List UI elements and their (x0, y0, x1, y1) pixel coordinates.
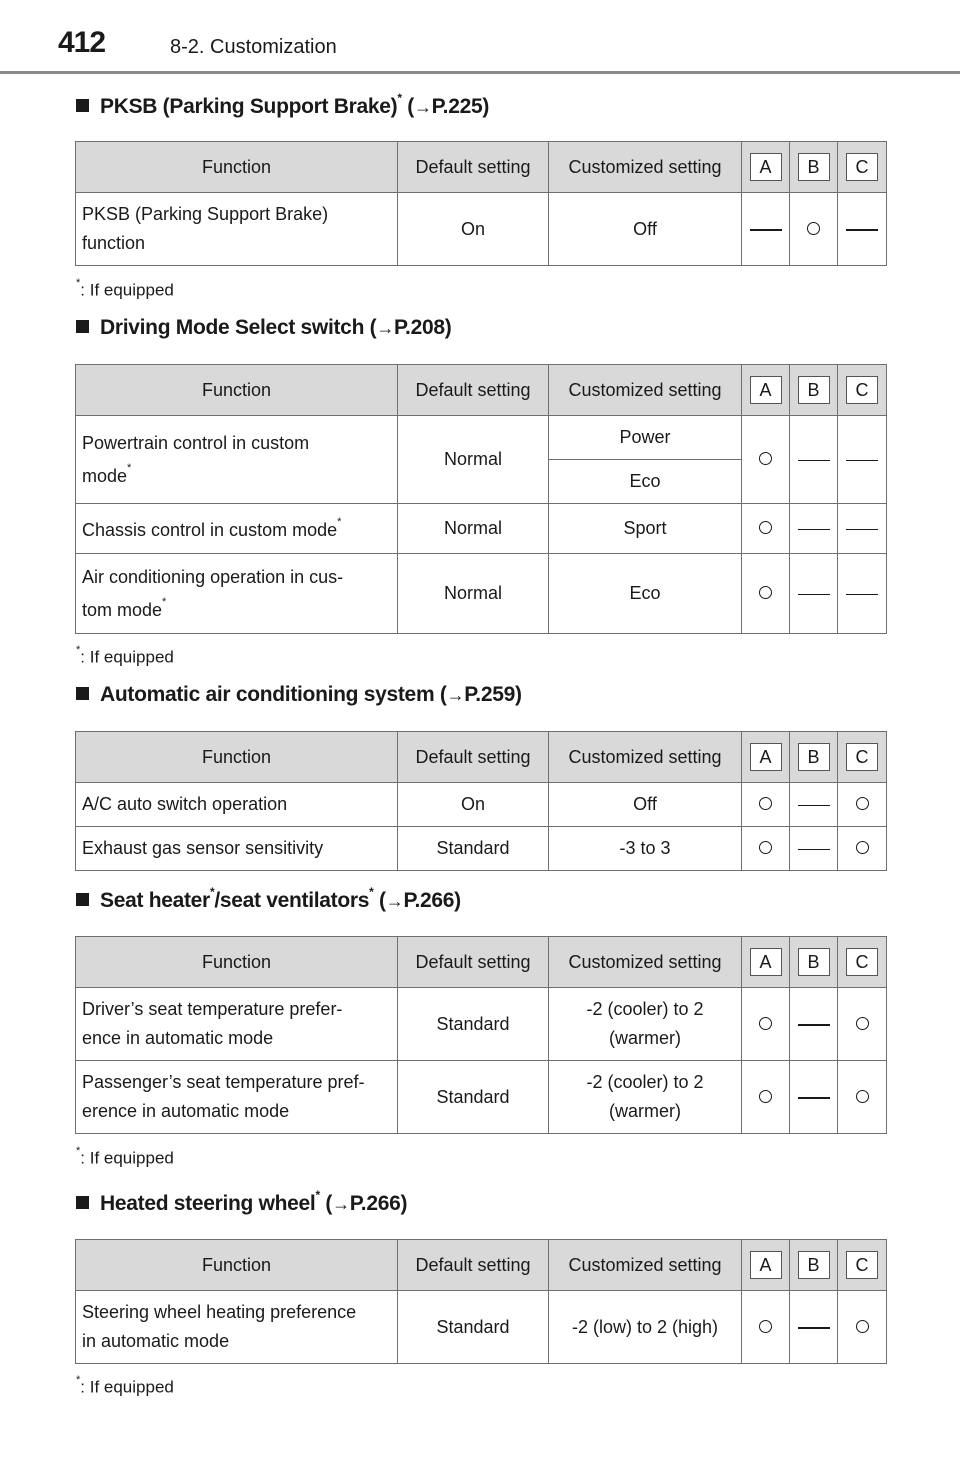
square-bullet-icon (76, 893, 89, 906)
mark-a-cell (742, 193, 790, 266)
circle-icon (759, 586, 772, 599)
arrow-right-icon: → (413, 97, 432, 117)
customized-cell: -2 (low) to 2 (high) (549, 1291, 742, 1364)
mark-c-cell (838, 827, 887, 871)
customized-option-power: Power (549, 416, 741, 460)
mark-c-cell (838, 1061, 887, 1134)
circle-icon (856, 841, 869, 854)
function-cell: PKSB (Parking Support Brake) function (76, 193, 398, 266)
col-function: Function (76, 142, 398, 193)
col-default: Default setting (398, 1240, 549, 1291)
dash-icon (798, 1024, 830, 1026)
dash-icon (798, 849, 830, 851)
mark-a-cell (742, 783, 790, 827)
function-cell: Driver’s seat temperature prefer- ence in automatic mode (76, 988, 398, 1061)
table-header-row (76, 365, 887, 416)
customized-cell: -2 (cooler) to 2 (warmer) (549, 1061, 742, 1134)
default-cell: Normal (398, 416, 549, 504)
table-header-row (76, 937, 887, 988)
col-function: Function (76, 365, 398, 416)
square-bullet-icon (76, 99, 89, 112)
letter-a-box: A (750, 376, 782, 404)
function-cell: Chassis control in custom mode* (76, 504, 398, 554)
letter-a-box: A (750, 743, 782, 771)
arrow-right-icon: → (332, 1194, 350, 1214)
section-title-seat-heater: Seat heater*/seat ventilators* (→P.266) (76, 888, 461, 913)
dash-icon (846, 594, 878, 596)
dash-icon (798, 529, 830, 531)
mark-a-cell (742, 416, 790, 504)
col-a (742, 732, 790, 783)
mark-b-cell (790, 827, 838, 871)
table-row (76, 504, 887, 554)
customized-option-eco: Eco (629, 471, 661, 491)
col-function: Function (76, 732, 398, 783)
mark-c-cell (838, 554, 887, 634)
customized-cell: -2 (cooler) to 2 (warmer) (549, 988, 742, 1061)
col-customized: Customized setting (549, 937, 742, 988)
col-default: Default setting (398, 732, 549, 783)
footnote: *: If equipped (76, 277, 174, 300)
dash-icon (750, 229, 782, 231)
table-pksb (75, 141, 887, 266)
square-bullet-icon (76, 1196, 89, 1209)
mark-a-cell (742, 1291, 790, 1364)
mark-b-cell (790, 554, 838, 634)
mark-c-cell (838, 193, 887, 266)
customized-cell: Off (549, 783, 742, 827)
col-customized: Customized setting (549, 365, 742, 416)
col-c (838, 1240, 887, 1291)
mark-c-cell (838, 783, 887, 827)
circle-icon (856, 797, 869, 810)
table-heated-steering (75, 1239, 887, 1364)
footnote: *: If equipped (76, 644, 174, 667)
table-row (76, 783, 887, 827)
letter-b-box: B (798, 376, 830, 404)
table-row (76, 827, 887, 871)
square-bullet-icon (76, 320, 89, 333)
customized-cell: -3 to 3 (549, 827, 742, 871)
col-b (790, 365, 838, 416)
footnote: *: If equipped (76, 1145, 174, 1168)
dash-icon (846, 529, 878, 531)
circle-icon (759, 1017, 772, 1030)
default-cell: Normal (398, 504, 549, 554)
letter-c-box: C (846, 743, 878, 771)
section-title-pksb: PKSB (Parking Support Brake)* (→P.225) (76, 94, 489, 119)
circle-icon (759, 797, 772, 810)
letter-b-box: B (798, 743, 830, 771)
letter-c-box: C (846, 1251, 878, 1279)
arrow-right-icon: → (385, 891, 404, 911)
mark-b-cell (790, 504, 838, 554)
letter-b-box: B (798, 153, 830, 181)
letter-a-box: A (750, 1251, 782, 1279)
section-title-auto-ac: Automatic air conditioning system (→P.259) (76, 683, 522, 707)
function-cell: Powertrain control in custom mode* (76, 416, 398, 504)
table-row (76, 554, 887, 634)
col-b (790, 937, 838, 988)
col-customized: Customized setting (549, 732, 742, 783)
col-customized: Customized setting (549, 142, 742, 193)
table-row (76, 193, 887, 266)
table-row (76, 1291, 887, 1364)
function-cell: Exhaust gas sensor sensitivity (76, 827, 398, 871)
col-a (742, 142, 790, 193)
table-header-row (76, 1240, 887, 1291)
table-header-row (76, 142, 887, 193)
circle-icon (856, 1320, 869, 1333)
section-title-driving-mode: Driving Mode Select switch (→P.208) (76, 316, 451, 340)
function-cell: Air conditioning operation in cus- tom mode* (76, 554, 398, 634)
mark-a-cell (742, 988, 790, 1061)
mark-b-cell (790, 1291, 838, 1364)
dash-icon (798, 594, 830, 596)
default-cell: Normal (398, 554, 549, 634)
col-c (838, 937, 887, 988)
mark-c-cell (838, 1291, 887, 1364)
circle-icon (759, 521, 772, 534)
customized-cell: Eco (549, 554, 742, 634)
customized-cell (549, 416, 742, 504)
dash-icon (798, 805, 830, 807)
table-header-row (76, 732, 887, 783)
arrow-right-icon: → (446, 685, 465, 705)
col-function: Function (76, 937, 398, 988)
customized-cell: Off (549, 193, 742, 266)
circle-icon (807, 222, 820, 235)
table-row (76, 1061, 887, 1134)
col-b (790, 732, 838, 783)
table-row (76, 988, 887, 1061)
dash-icon (798, 460, 830, 462)
dash-icon (846, 460, 878, 462)
table-row (76, 416, 887, 504)
circle-icon (759, 1090, 772, 1103)
default-cell: Standard (398, 827, 549, 871)
default-cell: On (398, 783, 549, 827)
col-default: Default setting (398, 937, 549, 988)
footnote: *: If equipped (76, 1374, 174, 1397)
col-a (742, 937, 790, 988)
letter-c-box: C (846, 948, 878, 976)
page-number: 412 (58, 26, 106, 59)
letter-c-box: C (846, 153, 878, 181)
default-cell: Standard (398, 988, 549, 1061)
function-cell: A/C auto switch operation (76, 783, 398, 827)
circle-icon (856, 1090, 869, 1103)
function-cell: Steering wheel heating preference in automatic mode (76, 1291, 398, 1364)
circle-icon (759, 841, 772, 854)
mark-a-cell (742, 827, 790, 871)
dash-icon (846, 229, 878, 231)
col-c (838, 365, 887, 416)
square-bullet-icon (76, 687, 89, 700)
mark-b-cell (790, 1061, 838, 1134)
mark-b-cell (790, 988, 838, 1061)
col-c (838, 732, 887, 783)
col-a (742, 1240, 790, 1291)
function-cell: Passenger’s seat temperature pref- erence in automatic mode (76, 1061, 398, 1134)
col-default: Default setting (398, 142, 549, 193)
customized-cell: Sport (549, 504, 742, 554)
letter-c-box: C (846, 376, 878, 404)
mark-a-cell (742, 504, 790, 554)
col-default: Default setting (398, 365, 549, 416)
chapter-title: 8-2. Customization (170, 36, 337, 58)
letter-a-box: A (750, 153, 782, 181)
header-divider (0, 71, 960, 74)
default-cell: On (398, 193, 549, 266)
mark-b-cell (790, 416, 838, 504)
dash-icon (798, 1327, 830, 1329)
mark-b-cell (790, 783, 838, 827)
page-header (0, 0, 960, 76)
mark-c-cell (838, 416, 887, 504)
default-cell: Standard (398, 1061, 549, 1134)
circle-icon (759, 452, 772, 465)
col-b (790, 142, 838, 193)
table-seat-heater (75, 936, 887, 1134)
col-function: Function (76, 1240, 398, 1291)
letter-b-box: B (798, 948, 830, 976)
circle-icon (759, 1320, 772, 1333)
col-c (838, 142, 887, 193)
letter-b-box: B (798, 1251, 830, 1279)
arrow-right-icon: → (376, 318, 395, 338)
mark-c-cell (838, 504, 887, 554)
default-cell: Standard (398, 1291, 549, 1364)
circle-icon (856, 1017, 869, 1030)
col-customized: Customized setting (549, 1240, 742, 1291)
section-title-heated-steering: Heated steering wheel* (→P.266) (76, 1191, 407, 1216)
col-b (790, 1240, 838, 1291)
col-a (742, 365, 790, 416)
mark-b-cell (790, 193, 838, 266)
mark-a-cell (742, 554, 790, 634)
table-driving-mode (75, 364, 887, 634)
mark-c-cell (838, 988, 887, 1061)
dash-icon (798, 1097, 830, 1099)
mark-a-cell (742, 1061, 790, 1134)
table-auto-ac (75, 731, 887, 871)
letter-a-box: A (750, 948, 782, 976)
